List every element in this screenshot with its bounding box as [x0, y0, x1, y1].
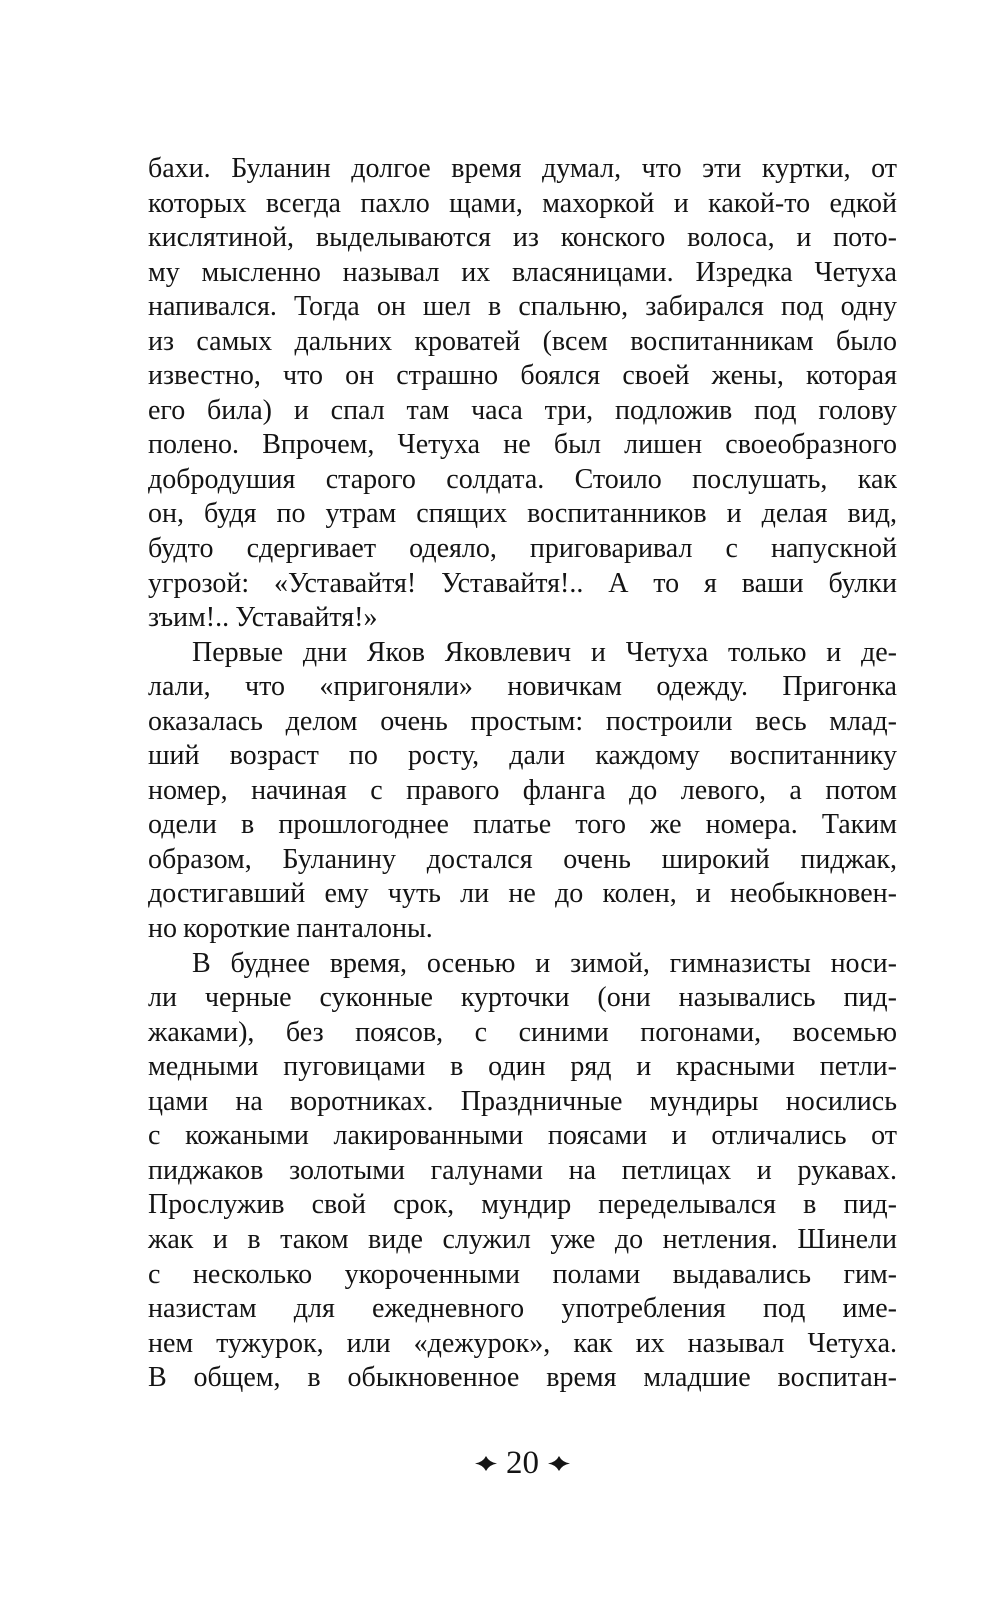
text-line: зъим!.. Уставайтя!»	[148, 602, 378, 634]
text-line: его била) и спал там часа три, подложив под голову	[148, 394, 897, 426]
text-line: будто сдергивает одеяло, приговаривал с напускной	[148, 533, 897, 565]
text-line: Первые дни Яков Яковлевич и Четуха только и де-	[192, 636, 897, 668]
text-line: известно, что он страшно боялся своей жены, которая	[148, 360, 897, 392]
text-line: нем тужурок, или «дежурок», как их называл Четуха.	[148, 1327, 897, 1359]
text-line: медными пуговицами в один ряд и красными петли-	[148, 1051, 897, 1083]
text-line: но короткие панталоны.	[148, 913, 433, 945]
text-line: одели в прошлогоднее платье того же номера. Таким	[148, 809, 897, 841]
text-line: назистам для ежедневного употребления под име-	[148, 1293, 897, 1325]
text-line: которых всегда пахло щами, махоркой и какой-то едкой	[148, 187, 897, 219]
text-line: образом, Буланину достался очень широкий пиджак,	[148, 843, 897, 875]
four-pointed-star-icon	[548, 1456, 570, 1471]
text-line: напивался. Тогда он шел в спальню, забирался под одну	[148, 291, 897, 323]
four-pointed-star-icon	[475, 1456, 497, 1471]
text-line: цами на воротниках. Праздничные мундиры носились	[148, 1085, 897, 1117]
text-line: В общем, в обыкновенное время младшие воспитан-	[148, 1362, 897, 1394]
page-footer	[148, 1446, 897, 1480]
text-line: из самых дальних кроватей (всем воспитанникам было	[148, 325, 897, 357]
text-line: достигавший ему чуть ли не до колен, и необыкновен-	[148, 878, 897, 910]
text-line: номер, начиная с правого фланга до левого, а потом	[148, 774, 897, 806]
text-line: с кожаными лакированными поясами и отличались от	[148, 1120, 897, 1152]
text-line: Прослужив свой срок, мундир переделывался в пид-	[148, 1189, 897, 1221]
text-line: угрозой: «Уставайтя! Уставайтя!.. А то я ваши булки	[148, 567, 897, 599]
text-line: с несколько укороченными полами выдавались гим-	[148, 1258, 897, 1290]
text-line: добродушия старого солдата. Стоило послушать, как	[148, 463, 897, 495]
text-line: жак и в таком виде служил уже до нетления. Шинели	[148, 1223, 897, 1255]
page-number: 20	[506, 1445, 539, 1481]
text-line: В буднее время, осенью и зимой, гимназисты носи-	[192, 947, 897, 979]
text-line: ли черные суконные курточки (они назывались пид-	[148, 982, 897, 1014]
body-text	[148, 152, 897, 1396]
text-line: ший возраст по росту, дали каждому воспитаннику	[148, 740, 897, 772]
text-line: бахи. Буланин долгое время думал, что эти куртки, от	[148, 153, 897, 184]
text-line: жаками), без поясов, с синими погонами, восемью	[148, 1016, 897, 1048]
text-line: му мысленно называл их власяницами. Изредка Четуха	[148, 256, 897, 288]
text-line: полено. Впрочем, Четуха не был лишен своеобразного	[148, 429, 897, 461]
text-line: пиджаков золотыми галунами на петлицах и рукавах.	[148, 1154, 897, 1186]
text-line: кислятиной, выделываются из конского волоса, и пото-	[148, 222, 897, 254]
text-line: он, будя по утрам спящих воспитанников и делая вид,	[148, 498, 897, 530]
text-line: лали, что «пригоняли» новичкам одежду. Пригонка	[148, 671, 897, 703]
text-line: оказалась делом очень простым: построили весь млад-	[148, 705, 897, 737]
